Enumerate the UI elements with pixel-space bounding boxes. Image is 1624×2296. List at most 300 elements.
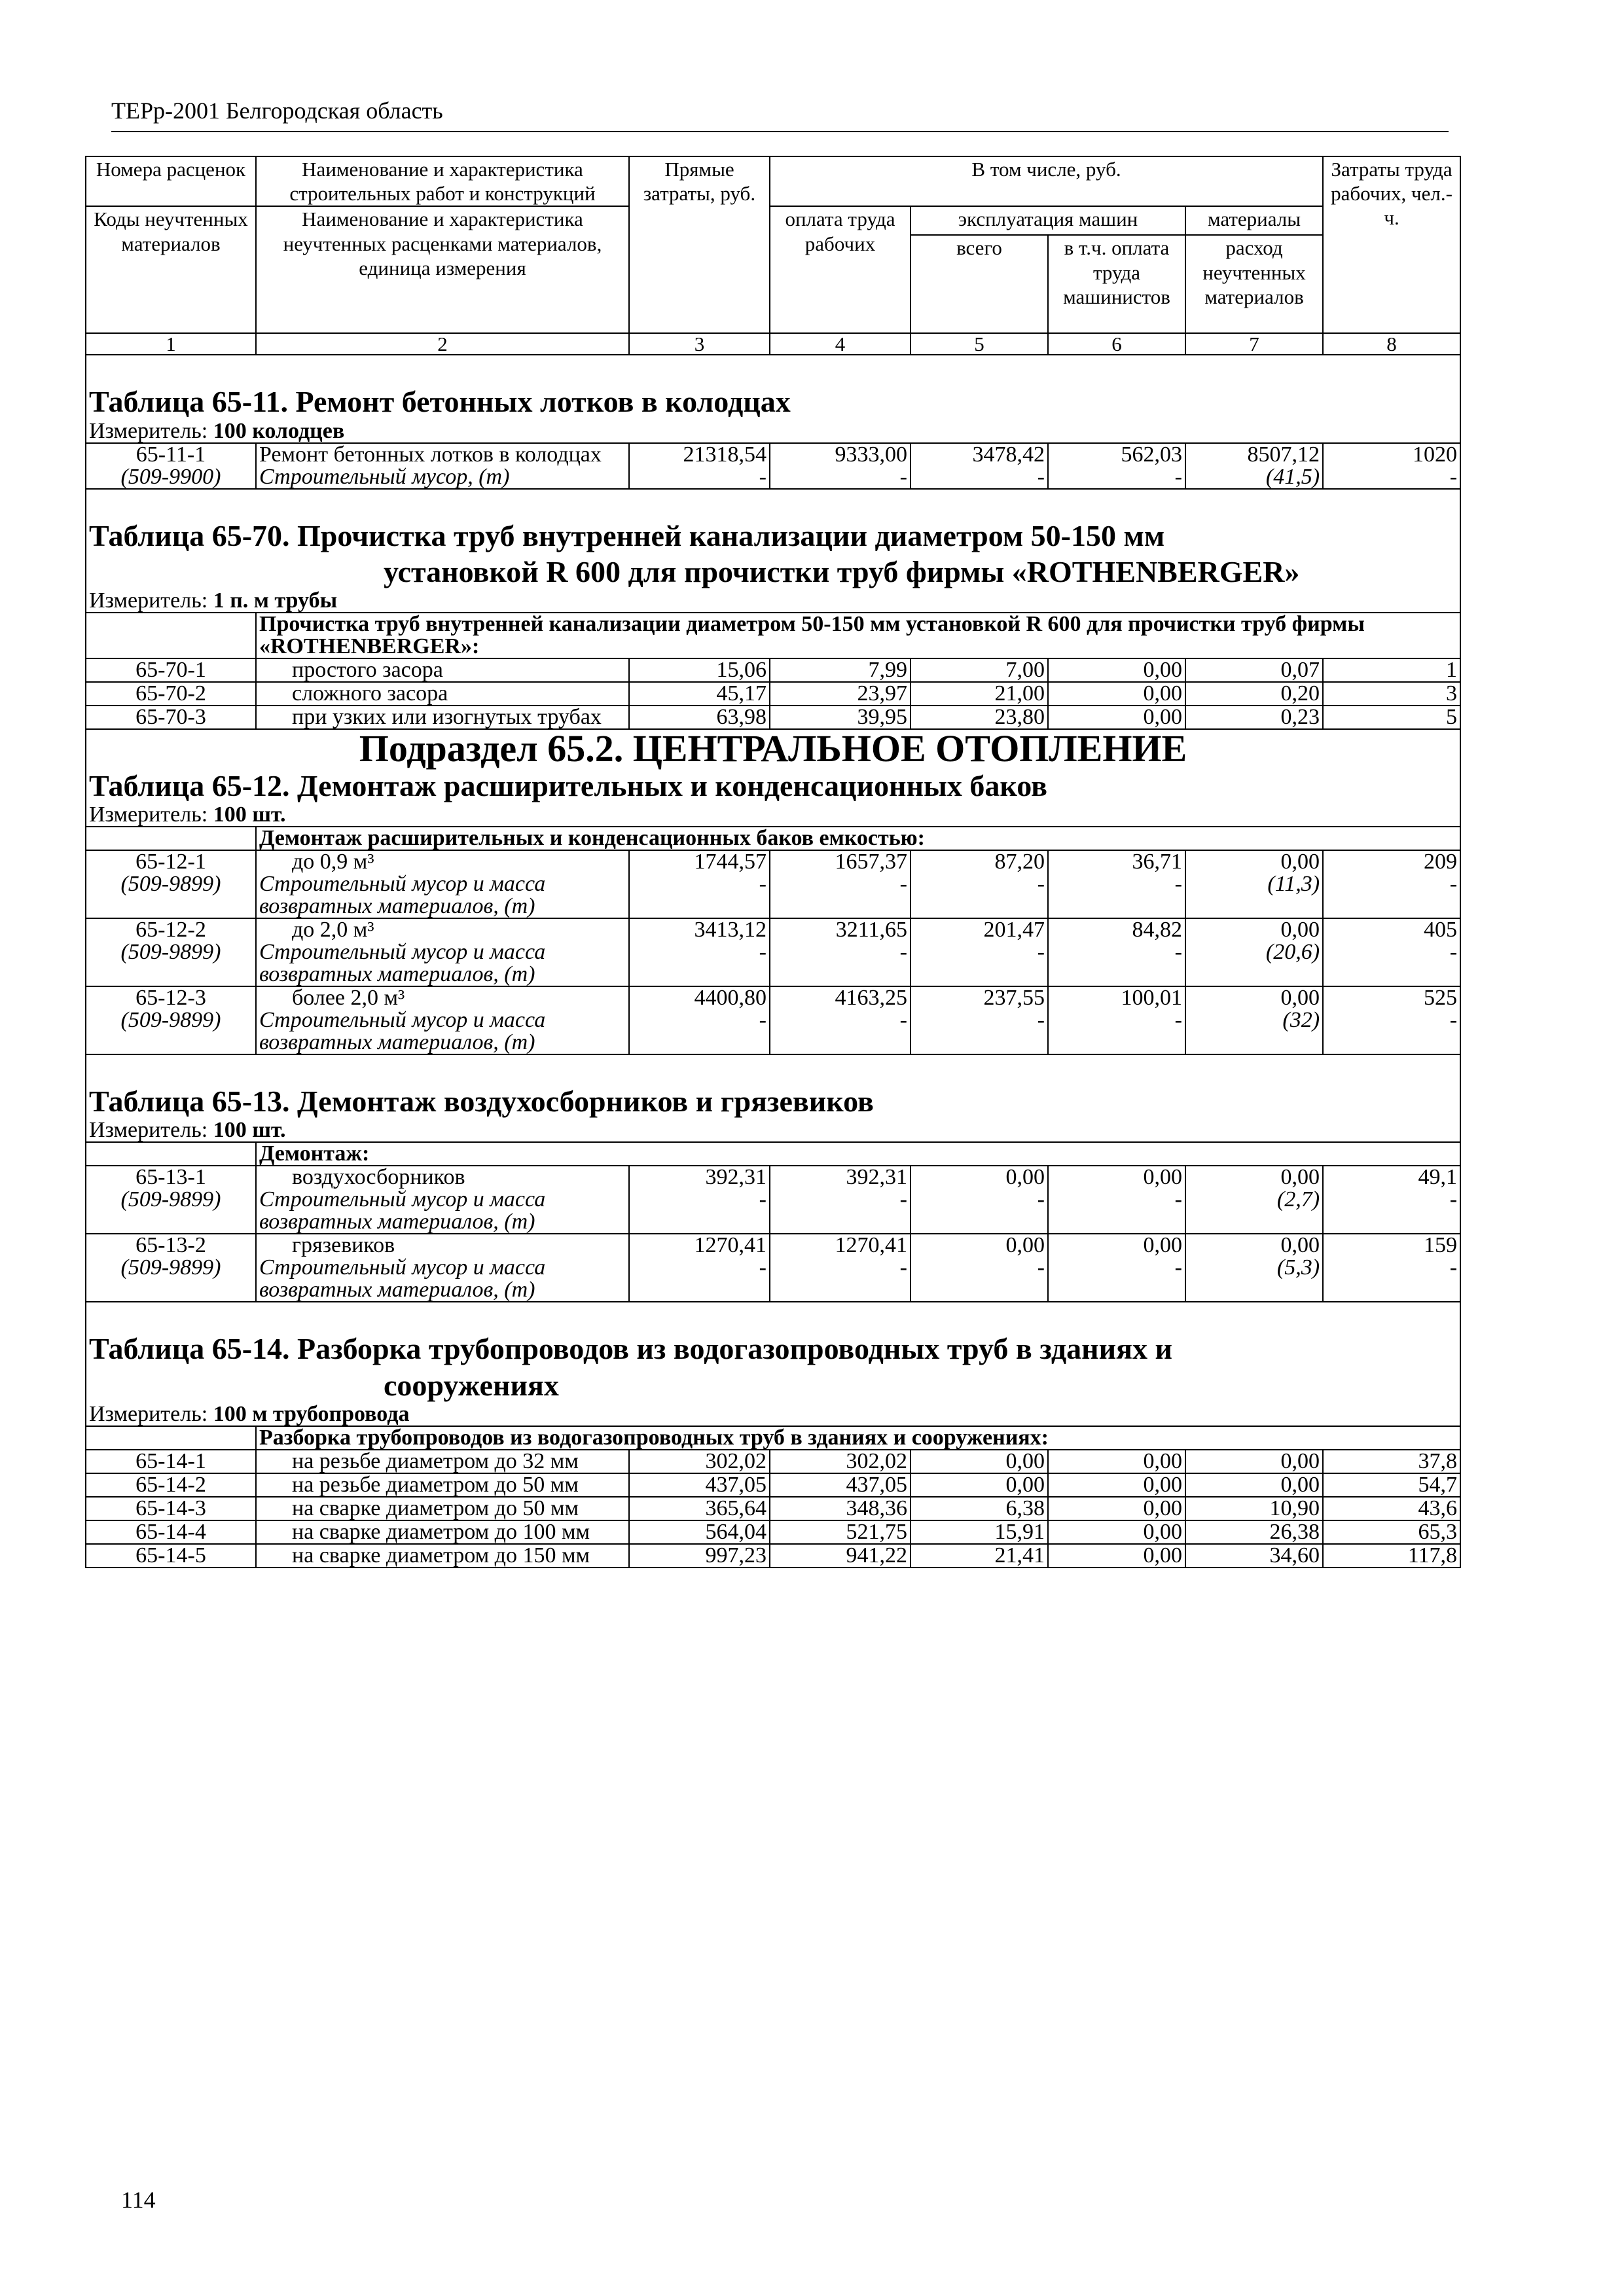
material-code: (509-9899) <box>120 1255 221 1280</box>
rate-name: до 0,9 м³ <box>292 850 374 874</box>
value-cell-c3 <box>629 1234 770 1302</box>
value-cell-c7 <box>1185 1166 1323 1234</box>
material-name: Строительный мусор и масса возвратных материалов, (т) <box>259 1255 546 1302</box>
table-title-row <box>86 384 1460 420</box>
measure-value: 100 м трубопровода <box>213 1401 410 1426</box>
rate-value-c7: 10,90 <box>1269 1496 1320 1520</box>
rate-value-c3: 392,31 <box>705 1165 767 1190</box>
value-cell-c4 <box>770 918 911 986</box>
value-cell-c5 <box>911 1234 1048 1302</box>
rate-name: Ремонт бетонных лотков в колодцах <box>259 442 602 467</box>
rate-value-c4: 9333,00 <box>835 442 907 467</box>
rate-value-c3: 302,02 <box>705 1448 767 1473</box>
measure-row <box>86 590 1460 613</box>
value-cell-c5 <box>911 986 1048 1054</box>
table-title-line: Таблица 65-14. Разборка трубопроводов из водогазопроводных труб в зданиях и <box>89 1332 1173 1366</box>
spacer-cell <box>86 489 1460 518</box>
rate-name: при узких или изогнутых трубах <box>292 704 602 729</box>
material-value-c8: - <box>1449 1008 1458 1033</box>
rate-name: на сварке диаметром до 100 мм <box>292 1519 590 1544</box>
header-rule <box>111 131 1449 132</box>
rate-value-c5: 15,91 <box>994 1519 1045 1544</box>
rate-value-c3: 564,04 <box>705 1519 767 1544</box>
value-cell-c4 <box>770 706 911 729</box>
material-value-c4: - <box>899 940 907 965</box>
header-labor-pay: оплата труда рабочих <box>770 206 911 333</box>
value-cell-c4 <box>770 658 911 682</box>
value-cell-c6 <box>1048 1234 1185 1302</box>
material-name: Строительный мусор, (т) <box>259 464 510 489</box>
rate-code: 65-12-2 <box>135 918 206 942</box>
value-cell-c4 <box>770 850 911 918</box>
rate-value-c3: 63,98 <box>716 704 767 729</box>
header-machines: эксплуатация машин <box>911 206 1185 235</box>
value-cell-c6 <box>1048 706 1185 729</box>
value-cell-c7 <box>1185 850 1323 918</box>
group-code-cell <box>86 613 256 658</box>
rate-value-c6: 562,03 <box>1121 442 1182 467</box>
rate-value-c5: 6,38 <box>1005 1496 1045 1520</box>
rate-value-c4: 3211,65 <box>835 918 907 942</box>
rate-code: 65-14-3 <box>135 1496 206 1520</box>
value-cell-c4 <box>770 986 911 1054</box>
rate-value-c3: 45,17 <box>716 681 767 706</box>
group-heading: Разборка трубопроводов из водогазопроводных труб в зданиях и сооружениях: <box>256 1426 1460 1450</box>
rate-value-c3: 365,64 <box>705 1496 767 1520</box>
rate-code: 65-12-3 <box>135 986 206 1011</box>
rate-name-cell <box>256 1234 629 1302</box>
rate-name-cell <box>256 1166 629 1234</box>
value-cell-c3 <box>629 1473 770 1497</box>
column-numbers-row <box>86 333 1460 355</box>
header-labor-costs: Затраты труда рабочих, чел.-ч. <box>1323 156 1460 333</box>
group-code-cell <box>86 827 256 850</box>
header-rate-numbers: Номера расценок <box>86 156 256 206</box>
rate-value-c8: 3 <box>1446 681 1458 706</box>
measure-row <box>86 1403 1460 1426</box>
value-cell-c6 <box>1048 1166 1185 1234</box>
material-value-c4: - <box>899 464 907 489</box>
measure-value: 100 колодцев <box>213 418 345 443</box>
material-value-c8: - <box>1449 1255 1458 1280</box>
column-number: 4 <box>770 333 911 355</box>
value-cell-c8 <box>1323 1234 1460 1302</box>
rate-value-c6: 0,00 <box>1143 1519 1182 1544</box>
value-cell-c3 <box>629 1497 770 1520</box>
table-title-row <box>86 518 1460 590</box>
rate-code: 65-14-5 <box>135 1543 206 1568</box>
rate-row <box>86 918 1460 986</box>
rate-value-c8: 405 <box>1424 918 1458 942</box>
table-title-line: Таблица 65-70. Прочистка труб внутренней канализации диаметром 50-150 мм <box>89 518 1165 552</box>
column-number: 7 <box>1185 333 1323 355</box>
rate-value-c8: 54,7 <box>1418 1472 1458 1497</box>
value-cell-c7 <box>1185 443 1323 489</box>
value-cell-c3 <box>629 1520 770 1544</box>
value-cell-c8 <box>1323 850 1460 918</box>
value-cell-c8 <box>1323 1166 1460 1234</box>
rate-value-c3: 3413,12 <box>694 918 767 942</box>
rate-code-cell <box>86 706 256 729</box>
rate-value-c5: 201,47 <box>983 918 1045 942</box>
rate-value-c8: 1020 <box>1413 442 1458 467</box>
value-cell-c3 <box>629 706 770 729</box>
rate-value-c3: 21318,54 <box>683 442 767 467</box>
value-cell-c7 <box>1185 1497 1323 1520</box>
rate-name: на сварке диаметром до 150 мм <box>292 1543 590 1568</box>
rate-value-c3: 1744,57 <box>694 850 767 874</box>
value-cell-c3 <box>629 986 770 1054</box>
value-cell-c8 <box>1323 682 1460 706</box>
rate-value-c7: 34,60 <box>1269 1543 1320 1568</box>
rates-table <box>85 156 1461 1568</box>
value-cell-c8 <box>1323 1473 1460 1497</box>
rate-code-cell <box>86 918 256 986</box>
rate-name-cell <box>256 850 629 918</box>
rate-value-c5: 237,55 <box>983 986 1045 1011</box>
rate-name: на сварке диаметром до 50 мм <box>292 1496 579 1520</box>
material-value-c8: - <box>1449 1187 1458 1212</box>
value-cell-c8 <box>1323 918 1460 986</box>
spacer-cell <box>86 355 1460 384</box>
rate-name: сложного засора <box>292 681 448 706</box>
header-work-name: Наименование и характеристика строительных работ и конструкций <box>256 156 629 206</box>
rate-value-c5: 0,00 <box>1005 1448 1045 1473</box>
material-value-c6: - <box>1174 464 1182 489</box>
rate-value-c7: 8507,12 <box>1247 442 1320 467</box>
value-cell-c3 <box>629 918 770 986</box>
measure-label: Измеритель: <box>89 802 208 827</box>
rate-value-c8: 209 <box>1424 850 1458 874</box>
material-code: (509-9899) <box>120 1187 221 1212</box>
rate-value-c6: 0,00 <box>1143 1496 1182 1520</box>
value-cell-c8 <box>1323 706 1460 729</box>
spacer-row <box>86 489 1460 518</box>
material-code: (509-9899) <box>120 940 221 965</box>
rate-value-c5: 0,00 <box>1005 1233 1045 1258</box>
rate-value-c3: 4400,80 <box>694 986 767 1011</box>
rate-value-c6: 84,82 <box>1132 918 1182 942</box>
rate-value-c6: 36,71 <box>1132 850 1182 874</box>
measure-value: 1 п. м трубы <box>213 588 338 613</box>
value-cell-c5 <box>911 443 1048 489</box>
value-cell-c3 <box>629 1166 770 1234</box>
rate-code: 65-70-3 <box>135 704 206 729</box>
value-cell-c7 <box>1185 1520 1323 1544</box>
material-value-c7: (11,3) <box>1267 872 1320 897</box>
rate-value-c7: 0,00 <box>1280 850 1320 874</box>
table-title-line: Таблица 65-12. Демонтаж расширительных и конденсационных баков <box>89 768 1047 802</box>
rate-value-c6: 0,00 <box>1143 657 1182 682</box>
group-code-cell <box>86 1426 256 1450</box>
material-value-c6: - <box>1174 1255 1182 1280</box>
value-cell-c4 <box>770 1544 911 1568</box>
column-number: 2 <box>256 333 629 355</box>
material-value-c5: - <box>1037 940 1045 965</box>
rate-value-c6: 0,00 <box>1143 1233 1182 1258</box>
table-title <box>86 768 1460 804</box>
section-title-row <box>86 729 1460 768</box>
measure-value: 100 шт. <box>213 802 286 827</box>
value-cell-c7 <box>1185 986 1323 1054</box>
group-code-cell <box>86 1142 256 1166</box>
value-cell-c4 <box>770 1450 911 1473</box>
material-value-c3: - <box>759 464 767 489</box>
rate-value-c8: 37,8 <box>1418 1448 1458 1473</box>
rate-name: воздухосборников <box>292 1165 465 1190</box>
material-value-c7: (2,7) <box>1276 1187 1320 1212</box>
rate-code: 65-11-1 <box>135 442 206 467</box>
table-title-row <box>86 1083 1460 1119</box>
column-number: 6 <box>1048 333 1185 355</box>
value-cell-c6 <box>1048 1450 1185 1473</box>
material-value-c3: - <box>759 940 767 965</box>
value-cell-c8 <box>1323 1497 1460 1520</box>
rate-value-c4: 7,99 <box>868 657 907 682</box>
table-title-line: сооружениях <box>384 1368 559 1402</box>
table-title <box>86 384 1460 420</box>
rate-row <box>86 1497 1460 1520</box>
value-cell-c4 <box>770 1166 911 1234</box>
value-cell-c4 <box>770 1520 911 1544</box>
value-cell-c8 <box>1323 658 1460 682</box>
value-cell-c7 <box>1185 1234 1323 1302</box>
value-cell-c7 <box>1185 658 1323 682</box>
material-value-c8: - <box>1449 464 1458 489</box>
rate-row <box>86 986 1460 1054</box>
material-code: (509-9899) <box>120 872 221 897</box>
value-cell-c5 <box>911 1450 1048 1473</box>
value-cell-c8 <box>1323 986 1460 1054</box>
measure-label: Измеритель: <box>89 1401 208 1426</box>
value-cell-c8 <box>1323 443 1460 489</box>
rate-value-c5: 0,00 <box>1005 1165 1045 1190</box>
rate-value-c4: 39,95 <box>857 704 907 729</box>
rate-value-c7: 0,00 <box>1280 986 1320 1011</box>
rate-value-c4: 521,75 <box>846 1519 907 1544</box>
rate-value-c5: 0,00 <box>1005 1472 1045 1497</box>
rate-value-c4: 1657,37 <box>835 850 907 874</box>
value-cell-c3 <box>629 850 770 918</box>
rate-row <box>86 1473 1460 1497</box>
header-in-total: В том числе, руб. <box>770 156 1323 206</box>
material-value-c4: - <box>899 1187 907 1212</box>
document-header: ТЕРр-2001 Белгородская область <box>111 98 443 124</box>
value-cell-c6 <box>1048 1520 1185 1544</box>
material-code: (509-9899) <box>120 1008 221 1033</box>
value-cell-c7 <box>1185 682 1323 706</box>
value-cell-c3 <box>629 1450 770 1473</box>
material-value-c6: - <box>1174 940 1182 965</box>
material-value-c8: - <box>1449 872 1458 897</box>
rate-row <box>86 658 1460 682</box>
rate-value-c5: 21,41 <box>994 1543 1045 1568</box>
rate-name-cell <box>256 1450 629 1473</box>
material-value-c5: - <box>1037 872 1045 897</box>
rate-value-c4: 437,05 <box>846 1472 907 1497</box>
rate-value-c4: 302,02 <box>846 1448 907 1473</box>
rate-code-cell <box>86 1450 256 1473</box>
value-cell-c4 <box>770 443 911 489</box>
rate-value-c6: 0,00 <box>1143 1448 1182 1473</box>
group-row <box>86 1426 1460 1450</box>
rate-name-cell <box>256 1520 629 1544</box>
value-cell-c6 <box>1048 850 1185 918</box>
rate-value-c5: 7,00 <box>1005 657 1045 682</box>
rate-code: 65-14-2 <box>135 1472 206 1497</box>
header-material-codes: Коды неучтенных материалов <box>86 206 256 333</box>
rate-value-c4: 392,31 <box>846 1165 907 1190</box>
header-materials: материалы <box>1185 206 1323 235</box>
rate-code-cell <box>86 1166 256 1234</box>
rate-value-c5: 3478,42 <box>972 442 1045 467</box>
material-value-c5: - <box>1037 464 1045 489</box>
rate-value-c7: 0,20 <box>1280 681 1320 706</box>
table-title-row <box>86 768 1460 804</box>
group-heading: Демонтаж расширительных и конденсационных баков емкостью: <box>256 827 1460 850</box>
rate-value-c6: 0,00 <box>1143 1165 1182 1190</box>
table-title-line: Таблица 65-13. Демонтаж воздухосборников и грязевиков <box>89 1085 874 1119</box>
group-row <box>86 1142 1460 1166</box>
rate-code: 65-12-1 <box>135 850 206 874</box>
rate-value-c8: 49,1 <box>1418 1165 1458 1190</box>
material-value-c5: - <box>1037 1008 1045 1033</box>
measure-label: Измеритель: <box>89 418 208 443</box>
material-value-c3: - <box>759 872 767 897</box>
header-direct-costs: Прямые затраты, руб. <box>629 156 770 333</box>
measure <box>86 590 1460 613</box>
value-cell-c5 <box>911 1166 1048 1234</box>
group-row <box>86 827 1460 850</box>
material-name: Строительный мусор и масса возвратных материалов, (т) <box>259 1187 546 1234</box>
rate-value-c3: 1270,41 <box>694 1233 767 1258</box>
measure <box>86 1403 1460 1426</box>
rate-value-c3: 997,23 <box>705 1543 767 1568</box>
group-row <box>86 613 1460 658</box>
rate-row <box>86 682 1460 706</box>
measure <box>86 804 1460 827</box>
material-value-c3: - <box>759 1187 767 1212</box>
rate-name-cell <box>256 682 629 706</box>
section-title: Подраздел 65.2. ЦЕНТРАЛЬНОЕ ОТОПЛЕНИЕ <box>86 729 1460 768</box>
rate-name-cell <box>256 1473 629 1497</box>
rate-value-c7: 0,00 <box>1280 1233 1320 1258</box>
value-cell-c5 <box>911 706 1048 729</box>
rate-code-cell <box>86 1544 256 1568</box>
value-cell-c5 <box>911 850 1048 918</box>
table-title <box>86 1083 1460 1119</box>
table-title-row <box>86 1331 1460 1403</box>
rate-name: грязевиков <box>292 1233 395 1258</box>
material-value-c3: - <box>759 1008 767 1033</box>
measure <box>86 1119 1460 1142</box>
measure-label: Измеритель: <box>89 1118 208 1143</box>
value-cell-c8 <box>1323 1544 1460 1568</box>
measure-row <box>86 804 1460 827</box>
rate-value-c7: 0,00 <box>1280 1448 1320 1473</box>
material-value-c6: - <box>1174 872 1182 897</box>
value-cell-c5 <box>911 658 1048 682</box>
value-cell-c7 <box>1185 918 1323 986</box>
rate-value-c8: 1 <box>1446 657 1458 682</box>
rate-name: на резьбе диаметром до 32 мм <box>292 1448 579 1473</box>
measure-row <box>86 420 1460 443</box>
measure-value: 100 шт. <box>213 1118 286 1143</box>
rate-row <box>86 1544 1460 1568</box>
rate-value-c8: 5 <box>1446 704 1458 729</box>
rate-row <box>86 1166 1460 1234</box>
rate-code-cell <box>86 850 256 918</box>
rate-name-cell <box>256 658 629 682</box>
rate-row <box>86 1450 1460 1473</box>
material-value-c5: - <box>1037 1187 1045 1212</box>
value-cell-c5 <box>911 682 1048 706</box>
header-material-name: Наименование и характеристика неучтенных расценками материалов, единица измерения <box>256 206 629 333</box>
material-value-c7: (32) <box>1282 1008 1320 1033</box>
material-value-c7: (41,5) <box>1265 464 1320 489</box>
table-title-line: установкой R 600 для прочистки труб фирмы «ROTHENBERGER» <box>384 554 1300 588</box>
rate-value-c7: 0,23 <box>1280 704 1320 729</box>
rate-code: 65-14-1 <box>135 1448 206 1473</box>
rate-value-c8: 65,3 <box>1418 1519 1458 1544</box>
spacer-row <box>86 1302 1460 1331</box>
value-cell-c5 <box>911 1473 1048 1497</box>
value-cell-c6 <box>1048 443 1185 489</box>
value-cell-c3 <box>629 443 770 489</box>
value-cell-c4 <box>770 682 911 706</box>
rate-name-cell <box>256 443 629 489</box>
value-cell-c5 <box>911 1520 1048 1544</box>
rate-name: простого засора <box>292 657 443 682</box>
rate-name: на резьбе диаметром до 50 мм <box>292 1472 579 1497</box>
rate-name: более 2,0 м³ <box>292 986 405 1011</box>
column-number: 3 <box>629 333 770 355</box>
value-cell-c8 <box>1323 1520 1460 1544</box>
rate-code: 65-13-1 <box>135 1165 206 1190</box>
value-cell-c7 <box>1185 706 1323 729</box>
rate-code-cell <box>86 986 256 1054</box>
page-number: 114 <box>121 2187 156 2213</box>
rate-code-cell <box>86 1497 256 1520</box>
spacer-row <box>86 355 1460 384</box>
rate-value-c4: 4163,25 <box>835 986 907 1011</box>
spacer-row <box>86 1054 1460 1083</box>
rate-value-c7: 26,38 <box>1269 1519 1320 1544</box>
value-cell-c6 <box>1048 682 1185 706</box>
value-cell-c6 <box>1048 658 1185 682</box>
rate-name-cell <box>256 1497 629 1520</box>
rate-value-c5: 21,00 <box>994 681 1045 706</box>
value-cell-c5 <box>911 1544 1048 1568</box>
value-cell-c6 <box>1048 1473 1185 1497</box>
rate-value-c6: 0,00 <box>1143 681 1182 706</box>
material-code: (509-9900) <box>120 464 221 489</box>
rate-value-c5: 23,80 <box>994 704 1045 729</box>
rate-row <box>86 706 1460 729</box>
value-cell-c6 <box>1048 1544 1185 1568</box>
rate-code-cell <box>86 1520 256 1544</box>
rate-value-c6: 0,00 <box>1143 704 1182 729</box>
rate-row <box>86 1234 1460 1302</box>
material-value-c4: - <box>899 872 907 897</box>
value-cell-c4 <box>770 1234 911 1302</box>
group-heading: Прочистка труб внутренней канализации диаметром 50-150 мм установкой R 600 для прочистки труб фирмы «ROTHENBERGER»: <box>256 613 1460 658</box>
rate-value-c5: 87,20 <box>994 850 1045 874</box>
rate-code-cell <box>86 1234 256 1302</box>
material-value-c8: - <box>1449 940 1458 965</box>
header-materials-unaccounted: расход неучтенных материалов <box>1185 235 1323 333</box>
value-cell-c4 <box>770 1497 911 1520</box>
